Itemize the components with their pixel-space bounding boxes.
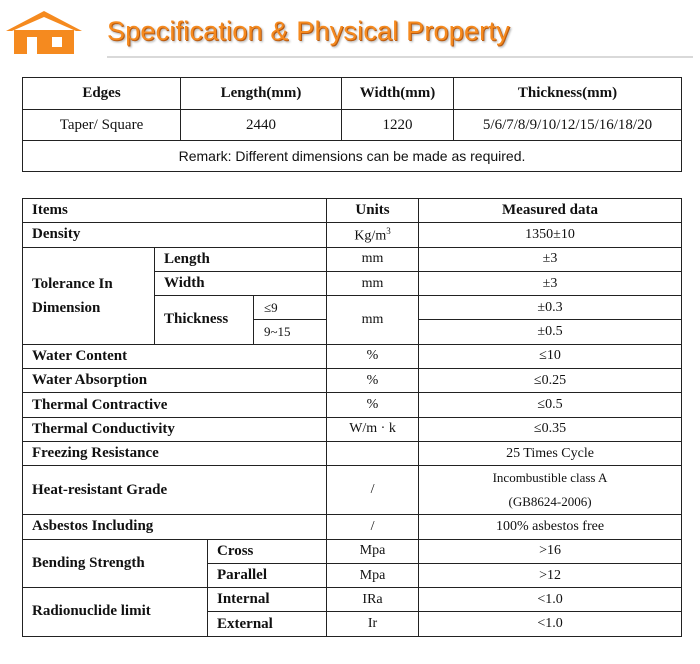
asbestos-value: 100% asbestos free [419, 515, 682, 539]
page-title: Specification & Physical Property [107, 16, 510, 46]
table-row [23, 466, 682, 515]
thermal-conductivity-label: Thermal Conductivity [23, 417, 327, 441]
internal-label: Internal [208, 588, 327, 612]
thermal-conductivity-unit: W/m · k [327, 417, 419, 441]
external-label: External [208, 612, 327, 636]
spec-value-row [23, 110, 682, 141]
spec-remark-row [23, 141, 682, 172]
water-content-unit: % [327, 344, 419, 368]
heat-resistant-label: Heat-resistant Grade [23, 466, 327, 515]
thickness-value-2: ±0.5 [419, 320, 682, 344]
table-row [23, 369, 682, 393]
water-content-value: ≤10 [419, 344, 682, 368]
thermal-contractive-value: ≤0.5 [419, 393, 682, 417]
header-length: Length(mm) [181, 78, 342, 110]
table-row [23, 199, 682, 223]
house-icon [0, 9, 88, 55]
thermal-conductivity-value: ≤0.35 [419, 417, 682, 441]
value-edges: Taper/ Square [23, 110, 181, 141]
density-label: Density [23, 223, 327, 247]
table-row [23, 417, 682, 441]
thickness-label: Thickness [155, 296, 254, 345]
header-width: Width(mm) [342, 78, 454, 110]
external-value: <1.0 [419, 612, 682, 636]
parallel-unit: Mpa [327, 563, 419, 587]
thickness-unit: mm [327, 296, 419, 345]
table-row [23, 223, 682, 247]
cross-label: Cross [208, 539, 327, 563]
length-value: ±3 [419, 247, 682, 271]
remark-text: Remark: Different dimensions can be made as required. [23, 141, 682, 172]
width-value: ±3 [419, 271, 682, 295]
header-edges: Edges [23, 78, 181, 110]
table-row [23, 393, 682, 417]
cross-unit: Mpa [327, 539, 419, 563]
parallel-label: Parallel [208, 563, 327, 587]
internal-unit: IRa [327, 588, 419, 612]
freezing-unit [327, 441, 419, 465]
density-value: 1350±10 [419, 223, 682, 247]
table-row [23, 515, 682, 539]
heat-resistant-value [419, 466, 682, 515]
title-divider [107, 56, 693, 58]
width-label: Width [155, 271, 327, 295]
table-row [23, 247, 682, 271]
tolerance-label: Tolerance In Dimension [23, 247, 155, 344]
internal-value: <1.0 [419, 588, 682, 612]
water-content-label: Water Content [23, 344, 327, 368]
table-row [23, 441, 682, 465]
width-unit: mm [327, 271, 419, 295]
value-thickness: 5/6/7/8/9/10/12/15/16/18/20 [454, 110, 682, 141]
thickness-value-1: ±0.3 [419, 296, 682, 320]
cross-value: >16 [419, 539, 682, 563]
physical-property-table [22, 198, 682, 637]
water-absorption-unit: % [327, 369, 419, 393]
value-width: 1220 [342, 110, 454, 141]
spec-header-row [23, 78, 682, 110]
table-row [23, 539, 682, 563]
heat-resistant-value-line-1: Incombustible class A [492, 470, 608, 486]
heat-resistant-value-line-2: (GB8624-2006) [508, 494, 592, 510]
external-unit: Ir [327, 612, 419, 636]
freezing-label: Freezing Resistance [23, 441, 327, 465]
length-label: Length [155, 247, 327, 271]
table-row [23, 344, 682, 368]
bending-label: Bending Strength [23, 539, 208, 588]
header-items: Items [23, 199, 327, 223]
asbestos-unit: / [327, 515, 419, 539]
thickness-range-1: ≤9 [254, 296, 327, 320]
page-header [0, 0, 700, 64]
water-absorption-value: ≤0.25 [419, 369, 682, 393]
table-row [23, 588, 682, 612]
heat-resistant-unit: / [327, 466, 419, 515]
density-unit: $Kg/m^3$ [327, 223, 419, 247]
header-units: Units [327, 199, 419, 223]
water-absorption-label: Water Absorption [23, 369, 327, 393]
header-measured: Measured data [419, 199, 682, 223]
parallel-value: >12 [419, 563, 682, 587]
value-length: 2440 [181, 110, 342, 141]
thickness-range-2: 9~15 [254, 320, 327, 344]
specification-table [22, 77, 682, 172]
header-thickness: Thickness(mm) [454, 78, 682, 110]
radionuclide-label: Radionuclide limit [23, 588, 208, 637]
length-unit: mm [327, 247, 419, 271]
freezing-value: 25 Times Cycle [419, 441, 682, 465]
asbestos-label: Asbestos Including [23, 515, 327, 539]
thermal-contractive-label: Thermal Contractive [23, 393, 327, 417]
thermal-contractive-unit: % [327, 393, 419, 417]
